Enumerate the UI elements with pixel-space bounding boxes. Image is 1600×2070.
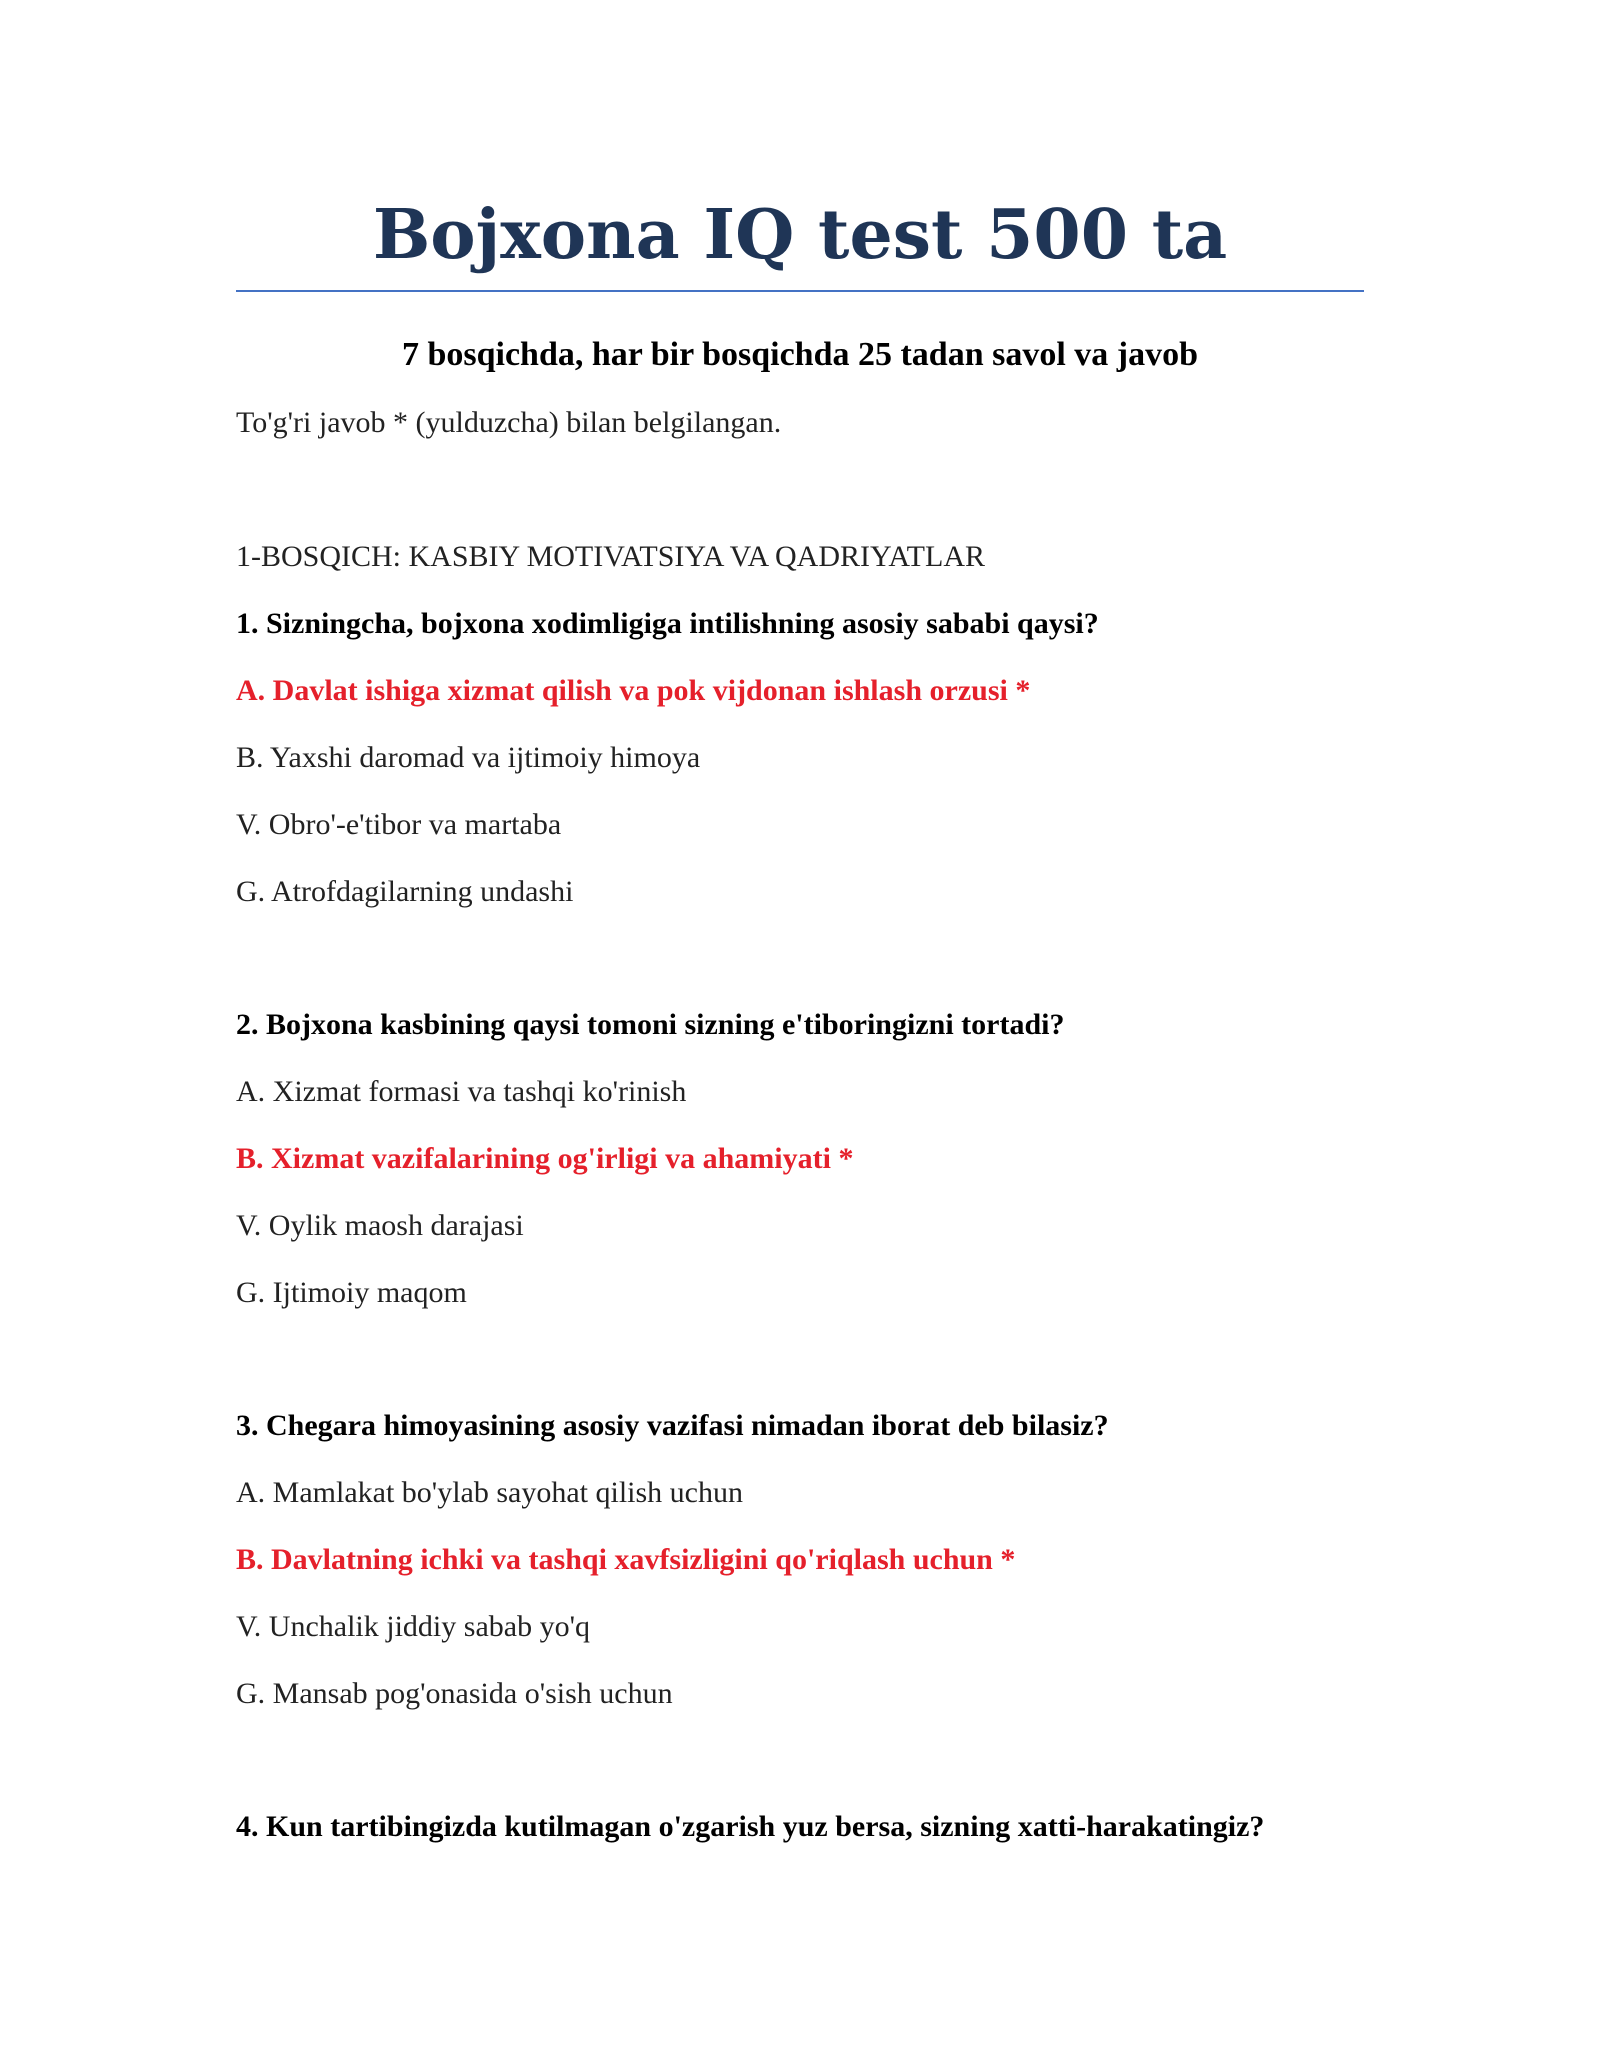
question-1-option-v: V. Obro'-e'tibor va martaba — [236, 808, 562, 841]
answer-key-note: To'g'ri javob * (yulduzcha) bilan belgilangan. — [236, 406, 782, 439]
document-title: Bojxona IQ test 500 ta — [372, 195, 1228, 275]
question-2: 2. Bojxona kasbining qaysi tomoni sizning e'tiboringizni tortadi? — [236, 1008, 1065, 1041]
question-2-option-g: G. Ijtimoiy maqom — [236, 1276, 467, 1309]
question-1: 1. Sizningcha, bojxona xodimligiga intilishning asosiy sababi qaysi? — [236, 607, 1099, 640]
question-3: 3. Chegara himoyasining asosiy vazifasi nimadan iborat deb bilasiz? — [236, 1409, 1109, 1442]
question-2-option-b-correct: B. Xizmat vazifalarining og'irligi va ahamiyati * — [236, 1142, 854, 1175]
section-heading: 1-BOSQICH: KASBIY MOTIVATSIYA VA QADRIYATLAR — [236, 540, 985, 573]
question-2-option-v: V. Oylik maosh darajasi — [236, 1209, 524, 1242]
question-3-option-b-correct: B. Davlatning ichki va tashqi xavfsizligini qo'riqlash uchun * — [236, 1543, 1016, 1576]
question-3-option-v: V. Unchalik jiddiy sabab yo'q — [236, 1610, 590, 1643]
question-4: 4. Kun tartibingizda kutilmagan o'zgarish yuz bersa, sizning xatti-harakatingiz? — [236, 1810, 1265, 1843]
document-subtitle: 7 bosqichda, har bir bosqichda 25 tadan savol va javob — [401, 336, 1199, 373]
question-2-option-a: A. Xizmat formasi va tashqi ko'rinish — [236, 1075, 687, 1108]
question-3-option-g: G. Mansab pog'onasida o'sish uchun — [236, 1677, 673, 1710]
question-3-option-a: A. Mamlakat bo'ylab sayohat qilish uchun — [236, 1476, 743, 1509]
question-1-option-b: B. Yaxshi daromad va ijtimoiy himoya — [236, 741, 701, 774]
title-underline — [236, 290, 1364, 292]
question-1-option-a-correct: A. Davlat ishiga xizmat qilish va pok vijdonan ishlash orzusi * — [236, 674, 1031, 707]
question-1-option-g: G. Atrofdagilarning undashi — [236, 875, 574, 908]
